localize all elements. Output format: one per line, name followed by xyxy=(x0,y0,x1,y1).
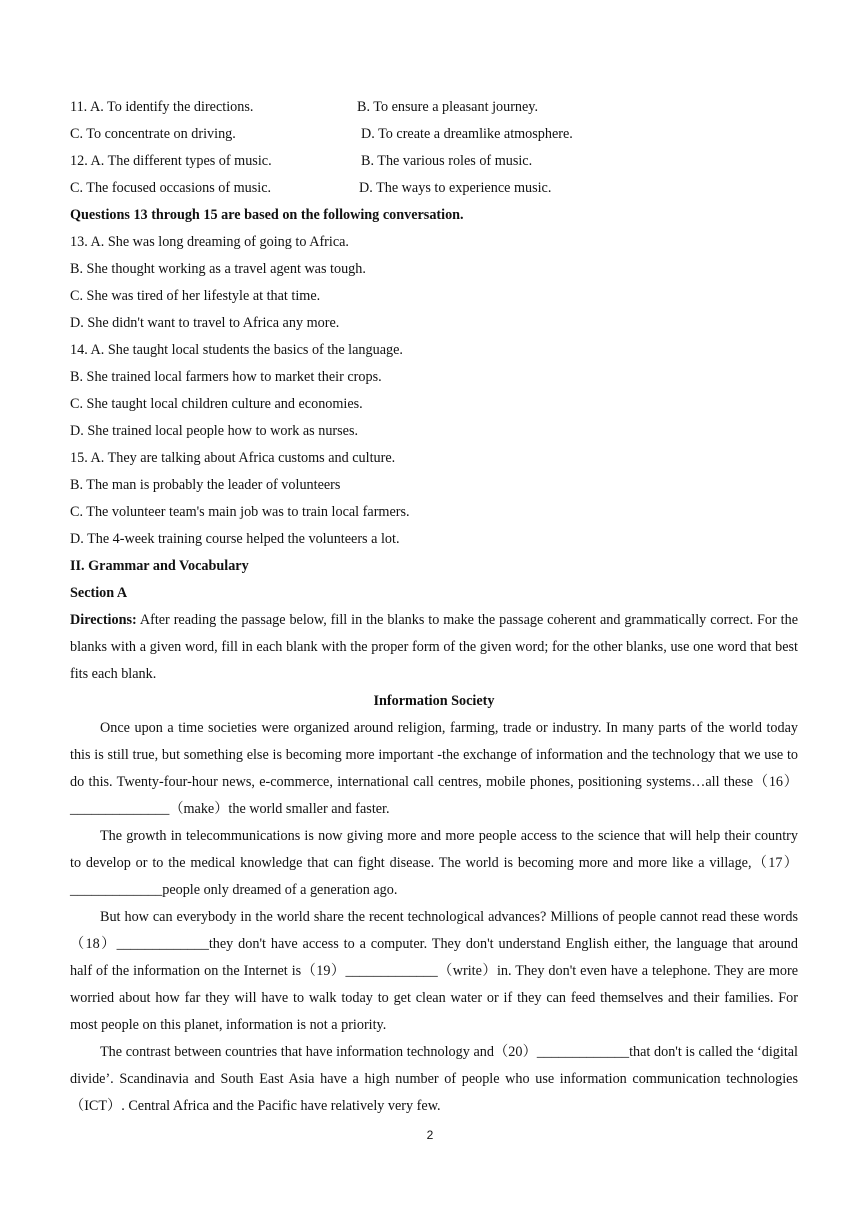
q13-option-b: B. She thought working as a travel agent was tough. xyxy=(70,261,366,277)
page-number: 2 xyxy=(426,1128,434,1142)
question-11-row-2 xyxy=(70,121,798,148)
q14-option-b: B. She trained local farmers how to market their crops. xyxy=(70,369,382,385)
q12-option-a: 12. A. The different types of music. xyxy=(70,153,272,169)
passage-paragraph-2: The growth in telecommunications is now giving more and more people access to the science that will help their country to develop or to the medical knowledge that can fight disease. The world is becoming more and more like a village,（17）_____________people only dreamed of a generation ago. xyxy=(70,828,798,898)
q12-option-c: C. The focused occasions of music. xyxy=(70,180,272,196)
question-11-row-1 xyxy=(70,94,798,121)
q14-option-a: 14. A. She taught local students the basics of the language. xyxy=(70,342,403,358)
q15-option-b: B. The man is probably the leader of volunteers xyxy=(70,477,341,493)
passage xyxy=(70,715,798,1120)
passage-paragraph-4: The contrast between countries that have information technology and（20）_____________that don't is called the ‘digital divide’. Scandinavia and South East Asia have a high number of people who use information communication technologies（ICT）. Central Africa and the Pacific have relatively very few. xyxy=(70,1044,798,1114)
directions-label: Directions: xyxy=(70,612,137,628)
section-subtitle: Section A xyxy=(70,585,128,601)
q13-option-a: 13. A. She was long dreaming of going to Africa. xyxy=(70,234,349,250)
q14-option-d: D. She trained local people how to work as nurses. xyxy=(70,423,359,439)
question-12-row-2 xyxy=(70,175,798,202)
q13-option-d: D. She didn't want to travel to Africa any more. xyxy=(70,315,340,331)
conversation-heading: Questions 13 through 15 are based on the following conversation. xyxy=(70,207,464,223)
q11-option-c: C. To concentrate on driving. xyxy=(70,126,236,142)
passage-title: Information Society xyxy=(373,693,495,709)
q11-option-d: D. To create a dreamlike atmosphere. xyxy=(361,126,573,142)
q15-option-a: 15. A. They are talking about Africa customs and culture. xyxy=(70,450,396,466)
q12-option-d: D. The ways to experience music. xyxy=(359,180,552,196)
q14-option-c: C. She taught local children culture and economies. xyxy=(70,396,363,412)
q11-option-a: 11. A. To identify the directions. xyxy=(70,99,254,115)
page-content xyxy=(70,94,798,1120)
q15-option-c: C. The volunteer team's main job was to train local farmers. xyxy=(70,504,410,520)
q11-option-b: B. To ensure a pleasant journey. xyxy=(357,99,539,115)
section-title: II. Grammar and Vocabulary xyxy=(70,558,249,574)
passage-paragraph-1: Once upon a time societies were organized around religion, farming, trade or industry. In many parts of the world today this is still true, but something else is becoming more important -the exchange of information and the technology that we use to do this. Twenty-four-hour news, e-commerce, international call centres, mobile phones, positioning systems…all these（16）______________（make）the world smaller and faster. xyxy=(70,720,798,817)
passage-paragraph-3: But how can everybody in the world share the recent technological advances? Millions of people cannot read these words（18）_____________they don't have access to a computer. They don't understand English either, the language that around half of the information on the Internet is（19）_____________（write）in. They don't even have a telephone. They are more worried about how far they will have to walk today to get clean water or if they can feed themselves and their families. For most people on this planet, information is not a priority. xyxy=(70,909,798,1033)
q15-option-d: D. The 4-week training course helped the volunteers a lot. xyxy=(70,531,400,547)
question-12-row-1 xyxy=(70,148,798,175)
q13-option-c: C. She was tired of her lifestyle at that time. xyxy=(70,288,321,304)
directions-text: After reading the passage below, fill in the blanks to make the passage coherent and grammatically correct. For the blanks with a given word, fill in each blank with the proper form of the given word; for the other blanks, use one word that best fits each blank. xyxy=(70,612,798,682)
directions xyxy=(70,607,798,688)
q12-option-b: B. The various roles of music. xyxy=(361,153,533,169)
